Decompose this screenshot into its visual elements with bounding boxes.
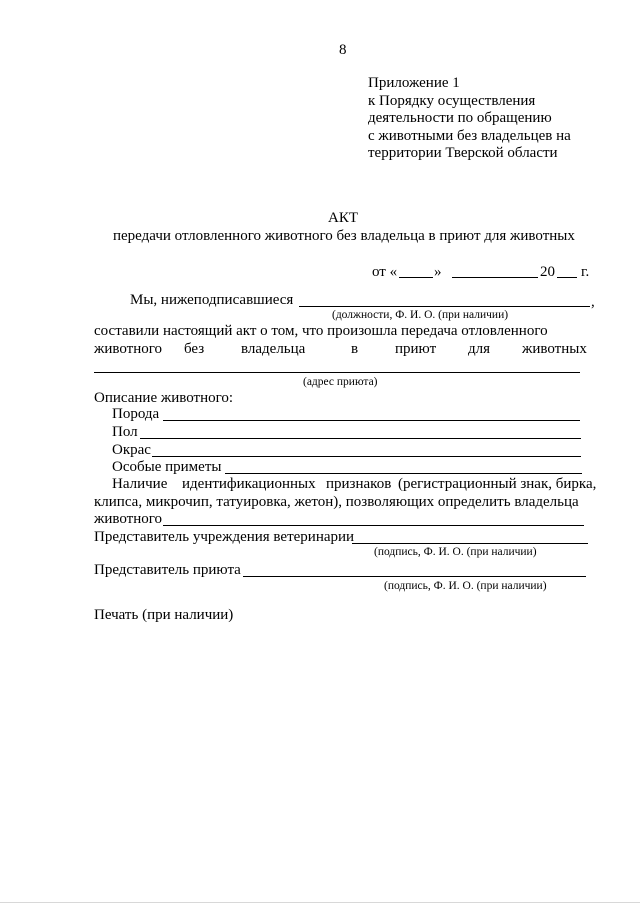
vet-rep-field[interactable]: [352, 543, 588, 544]
page-bottom-divider: [0, 902, 640, 903]
appendix-line-1: Приложение 1: [368, 75, 460, 91]
shelter-address-field[interactable]: [94, 372, 580, 373]
paragraph-word-7: животных: [522, 341, 587, 357]
marks-label: Особые приметы: [112, 459, 222, 475]
appendix-line-2: к Порядку осуществления: [368, 93, 536, 109]
breed-field[interactable]: [163, 420, 580, 421]
date-year-field[interactable]: [557, 277, 577, 278]
shelter-rep-label: Представитель приюта: [94, 562, 241, 578]
date-year-prefix: 20: [540, 264, 555, 280]
paragraph-word-3: владельца: [241, 341, 306, 357]
id-line-2: клипса, микрочип, татуировка, жетон), позволяющих определить владельца: [94, 494, 579, 510]
id-line-1-word-2: идентификационных: [182, 476, 316, 492]
signatories-field[interactable]: [299, 306, 590, 307]
appendix-line-3: деятельности по обращению: [368, 110, 552, 126]
date-year-suffix: г.: [581, 264, 590, 280]
date-day-field[interactable]: [399, 277, 433, 278]
color-label: Окрас: [112, 442, 151, 458]
page-number: 8: [339, 42, 347, 58]
appendix-line-4: с животными без владельцев на: [368, 128, 571, 144]
vet-rep-label: Представитель учреждения ветеринарии: [94, 529, 355, 545]
animal-heading: Описание животного:: [94, 390, 234, 406]
shelter-rep-hint: (подпись, Ф. И. О. (при наличии): [384, 580, 547, 592]
signatories-comma: ,: [591, 294, 595, 310]
paragraph-word-4: в: [351, 341, 359, 357]
shelter-address-hint: (адрес приюта): [303, 376, 378, 388]
doc-title: АКТ: [328, 210, 358, 226]
stamp-label: Печать (при наличии): [94, 607, 234, 623]
marks-field[interactable]: [225, 473, 582, 474]
vet-rep-hint: (подпись, Ф. И. О. (при наличии): [374, 546, 537, 558]
id-line-1-word-3: признаков: [326, 476, 392, 492]
id-line-3: животного: [94, 511, 163, 527]
date-quote-close: »: [434, 264, 442, 280]
appendix-line-5: территории Тверской области: [368, 145, 558, 161]
paragraph-word-1: животного: [94, 341, 163, 357]
paragraph-word-6: для: [468, 341, 491, 357]
shelter-rep-field[interactable]: [243, 576, 586, 577]
breed-label: Порода: [112, 406, 160, 422]
date-month-field[interactable]: [452, 277, 538, 278]
sex-label: Пол: [112, 424, 138, 440]
paragraph-word-5: приют: [395, 341, 437, 357]
paragraph-word-2: без: [184, 341, 205, 357]
id-line-1-word-4: (регистрационный знак, бирка,: [398, 476, 597, 492]
signatories-label: Мы, нижеподписавшиеся: [130, 292, 294, 308]
date-from-label: от «: [372, 264, 398, 280]
signatories-hint: (должности, Ф. И. О. (при наличии): [332, 309, 509, 321]
id-field[interactable]: [163, 525, 584, 526]
id-line-1-word-1: Наличие: [112, 476, 168, 492]
color-field[interactable]: [152, 456, 581, 457]
doc-subtitle: передачи отловленного животного без владельца в приют для животных: [113, 228, 575, 244]
paragraph-line-1: составили настоящий акт о том, что произошла передача отловленного: [94, 323, 548, 339]
sex-field[interactable]: [140, 438, 581, 439]
